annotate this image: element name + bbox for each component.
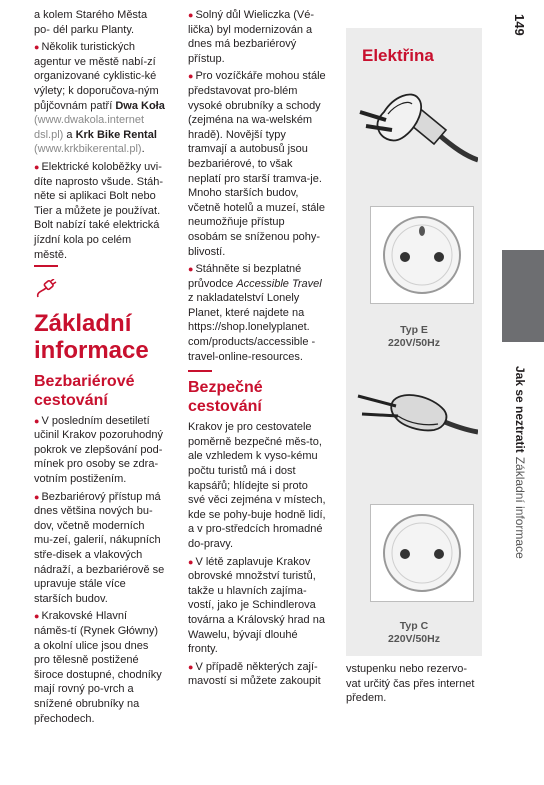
bullet-icon: ● xyxy=(34,161,40,172)
caption-type-e: Typ E xyxy=(400,324,428,336)
bullet-icon: ● xyxy=(188,71,194,82)
paragraph-accessibility-3: ● Krakovské Hlavní náměs-tí (Rynek Główny) a okolní ulice jsou dnes pro tělesně postižené široce dostupné, chodníky mají rovný po-vrch a snížené obrubníky na přechodech. xyxy=(34,610,162,725)
paragraph-wieliczka: ● Solný důl Wieliczka (Vé-lička) byl modernizován a dnes má bezbariérový přístup. xyxy=(188,9,315,65)
box-title: Elektřina xyxy=(362,46,434,65)
divider xyxy=(188,370,212,372)
electricity-box xyxy=(346,28,482,656)
chapter-tab-marker xyxy=(502,250,544,342)
paragraph-tickets: ● V případě některých zají-mavostí si můžete zakoupit xyxy=(188,660,321,688)
page-number: 149 xyxy=(512,14,527,36)
page-heading: Základní informace xyxy=(34,309,149,364)
section-heading-accessibility: Bezbariérové cestování xyxy=(34,372,135,409)
chapter-name: Jak se neztratit xyxy=(513,366,527,453)
divider xyxy=(34,265,58,267)
column-3 xyxy=(346,662,478,709)
column-2 xyxy=(188,8,326,692)
column-1 xyxy=(34,8,166,729)
bullet-icon: ● xyxy=(34,415,40,426)
caption-type-c: Typ C xyxy=(399,620,429,632)
bullet-icon: ● xyxy=(34,611,40,622)
caption-type-e-voltage: 220V/50Hz xyxy=(388,337,440,349)
brand-dwa-kola: Dwa Koła xyxy=(115,99,165,112)
bullet-icon: ● xyxy=(34,42,40,53)
guide-title: Accessible Travel xyxy=(236,277,322,290)
socket-type-c-icon xyxy=(379,510,465,596)
paragraph-summer: ● V létě zaplavuje Krakov obrovské množství turistů, takže u hlavních zajíma-vostí, jako je Schindlerova továrna a Královský hrad na Wawelu, bývají dlouhé fronty. xyxy=(188,555,325,656)
paragraph-continued: a kolem Starého Města po- dél parku Planty. xyxy=(34,9,148,36)
paragraph-guides: ● Stáhněte si bezplatné průvodce Accessible Travel z nakladatelství Lonely Planet, které najdete na https://shop.lonelyplanet. com/products/accessible -travel-online-resources. xyxy=(188,263,322,363)
socket-type-e-icon xyxy=(379,212,465,298)
socket-type-e xyxy=(370,206,474,304)
bullet-icon: ● xyxy=(188,556,194,567)
brand-krk-bike: Krk Bike Rental xyxy=(75,128,157,141)
bullet-icon: ● xyxy=(34,491,40,502)
paragraph-bike-tours: ● Několik turistických agentur ve městě nabí-zí organizované cyklistic-ké výlety; k doporučova-ným půjčovnám patří Dwa Koła (www.dwakola.internet dsl.pl) a Krk Bike Rental (www.krkbikerental.pl). xyxy=(34,41,165,156)
plug-cable-icon xyxy=(34,279,166,306)
subsection-name: Základní informace xyxy=(513,456,527,559)
running-header xyxy=(513,366,527,559)
bullet-icon: ● xyxy=(188,661,194,672)
caption-type-c-voltage: 220V/50Hz xyxy=(388,633,440,645)
link-krk-bike[interactable]: (www.krkbikerental.pl) xyxy=(34,143,142,156)
socket-type-c xyxy=(370,504,474,602)
plug-type-e-icon xyxy=(354,82,478,168)
paragraph-accessibility-1: ● V posledním desetiletí učinil Krakov pozoruhodný pokrok ve zlepšování pod-mínek pro osoby se zdra-votním postižením. xyxy=(34,414,164,486)
paragraph-accessibility-2: ● Bezbariérový přístup má dnes většina nových bu-dov, včetně moderních mu-zeí, galerií, nákupních stře-disek a vlakových nádraží, a bezbariérově se upravuje stále více starších budov. xyxy=(34,490,165,605)
paragraph-scooters: ● Elektrické koloběžky uvi-díte naprosto všude. Stáh-něte si aplikaci Bolt nebo Tier a můžete je používat. Bolt nabízí také elektrická jízdní kola po celém městě. xyxy=(34,160,164,261)
paragraph-wheelchair: ● Pro vozíčkáře mohou stále představovat pro-blém vysoké obrubníky a schody (zejména na wa-welském hradě). Novější typy tramvají a autobusů jsou bezbariérové, to však neplatí pro starší tramva-je. Mnoho starších budov, včetně hotelů a muzeí, stále neumožňuje přístup osobám se sníženou pohy-blivostí. xyxy=(188,70,326,258)
link-lonely-planet[interactable]: z nakladatelství Lonely Planet, které najdete na https://shop.lonelyplanet. com/products/accessible -travel-online-resources. xyxy=(188,292,316,363)
section-heading-safety: Bezpečné cestování xyxy=(188,379,263,416)
plug-type-c-icon xyxy=(354,366,478,466)
paragraph-safety: Krakov je pro cestovatele poměrně bezpečné měs-to, ale vzhledem k vyso-kému počtu turistů má i dost kapsářů; hlídejte si proto své věci zejména v místech, kde se pohy-buje hodně lidí, a v pro-středcích hromadné do-pravy. xyxy=(188,421,326,550)
bullet-icon: ● xyxy=(188,264,194,275)
bullet-icon: ● xyxy=(188,10,194,20)
link-dwa-kola[interactable]: (www.dwakola.internet dsl.pl) xyxy=(34,114,145,141)
paragraph-tickets-continued: vstupenku nebo rezervo-vat určitý čas přes internet předem. xyxy=(346,663,475,705)
